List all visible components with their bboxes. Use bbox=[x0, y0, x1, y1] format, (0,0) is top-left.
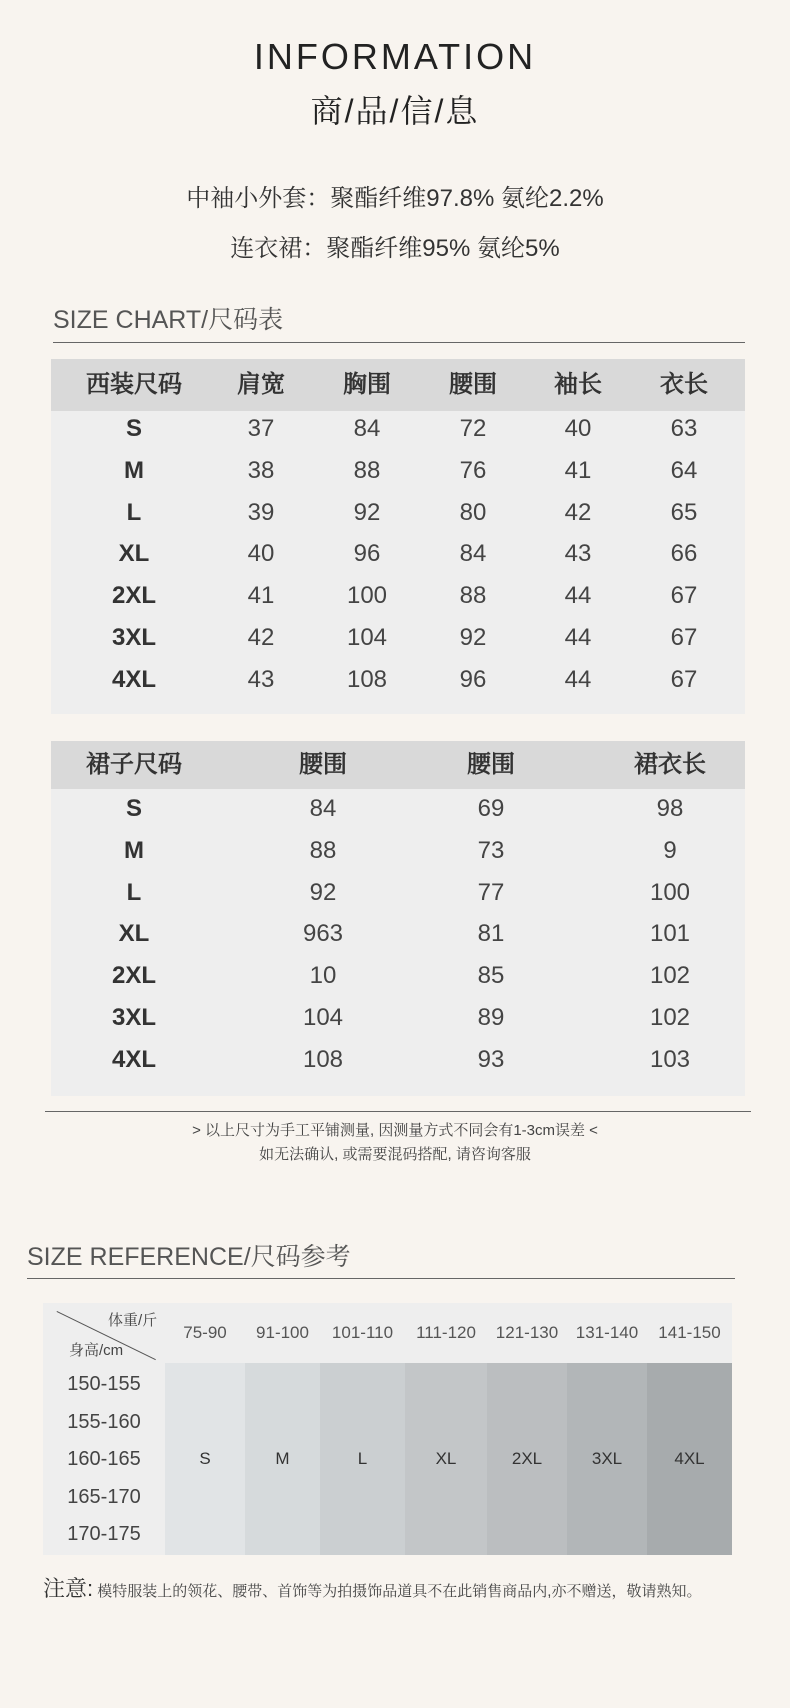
size-column bbox=[165, 1363, 245, 1555]
suit-cell: 64 bbox=[670, 456, 698, 484]
corner-height-label: 身高/cm bbox=[69, 1342, 124, 1359]
height-range-label: 165-170 bbox=[67, 1485, 141, 1508]
size-label: 2XL bbox=[511, 1449, 543, 1468]
skirt-cell: 85 bbox=[477, 962, 505, 990]
suit-cell: 84 bbox=[353, 415, 381, 442]
suit-cell: 38 bbox=[247, 456, 275, 484]
skirt-cell: 10 bbox=[309, 962, 337, 990]
fabric-dress: 连衣裙：聚酯纤维95% 氨纶5% bbox=[230, 235, 560, 262]
skirt-cell: 93 bbox=[477, 1045, 505, 1073]
suit-cell: 44 bbox=[564, 624, 592, 651]
skirt-cell: 69 bbox=[477, 795, 505, 822]
suit-cell: 44 bbox=[564, 582, 592, 610]
weight-range-header: 141-150 bbox=[658, 1323, 721, 1342]
suit-cell: 43 bbox=[247, 665, 275, 693]
suit-cell: 39 bbox=[247, 498, 275, 526]
height-range-label: 170-175 bbox=[67, 1523, 141, 1545]
size-column bbox=[320, 1363, 405, 1555]
size-chart-rule bbox=[53, 342, 745, 343]
skirt-cell: 73 bbox=[477, 836, 505, 864]
suit-cell: 65 bbox=[670, 498, 698, 526]
notes-rule bbox=[45, 1111, 751, 1112]
skirt-cell: 88 bbox=[309, 836, 337, 864]
suit-cell: 67 bbox=[670, 582, 698, 610]
size-label: M bbox=[275, 1449, 290, 1468]
suit-cell: 76 bbox=[459, 456, 487, 484]
size-label: XL bbox=[435, 1449, 457, 1468]
suit-cell: 88 bbox=[353, 456, 381, 484]
height-range-label: 155-160 bbox=[67, 1410, 141, 1433]
skirt-cell: 100 bbox=[649, 878, 691, 906]
footer-notice bbox=[43, 1572, 701, 1603]
size-reference-grid bbox=[43, 1303, 732, 1555]
fabric-jacket: 中袖小外套：聚酯纤维97.8% 氨纶2.2% bbox=[186, 185, 604, 212]
suit-cell: 92 bbox=[459, 624, 487, 651]
size-column bbox=[405, 1363, 487, 1555]
suit-cell: 96 bbox=[459, 665, 487, 693]
suit-cell: 41 bbox=[247, 582, 275, 610]
suit-row-size: M bbox=[124, 456, 144, 484]
suit-header-cell: 西装尺码 bbox=[86, 371, 182, 398]
skirt-header-cell: 腰围 bbox=[467, 751, 515, 778]
weight-range-header: 75-90 bbox=[183, 1323, 227, 1342]
skirt-cell: 102 bbox=[649, 962, 691, 990]
size-label: S bbox=[199, 1449, 211, 1468]
weight-range-header: 111-120 bbox=[416, 1323, 476, 1342]
suit-header-cell: 衣长 bbox=[660, 371, 708, 398]
skirt-row-size: S bbox=[125, 795, 142, 822]
suit-row-size: 3XL bbox=[111, 624, 156, 651]
footer-lead: 注意: bbox=[43, 1576, 94, 1601]
service-note: 如无法确认, 或需要混码搭配, 请咨询客服 bbox=[259, 1146, 531, 1163]
size-column bbox=[567, 1363, 647, 1555]
skirt-cell: 89 bbox=[477, 1004, 505, 1031]
suit-cell: 96 bbox=[353, 540, 381, 568]
suit-row-size: S bbox=[125, 415, 142, 442]
suit-cell: 37 bbox=[247, 415, 275, 442]
suit-cell: 88 bbox=[459, 582, 487, 610]
suit-cell: 67 bbox=[670, 665, 698, 693]
page-title-cn: 商/品/信/息 bbox=[310, 93, 480, 129]
skirt-cell: 9 bbox=[663, 836, 677, 864]
height-range-label: 150-155 bbox=[67, 1373, 141, 1395]
page-title-en: INFORMATION bbox=[253, 36, 537, 77]
suit-cell: 44 bbox=[564, 665, 592, 693]
measurement-note: > 以上尺寸为手工平铺测量, 因测量方式不同会有1-3cm误差 < bbox=[192, 1122, 598, 1139]
size-label: L bbox=[357, 1449, 368, 1468]
suit-size-table bbox=[51, 359, 745, 714]
size-label: 3XL bbox=[591, 1449, 623, 1468]
skirt-cell: 101 bbox=[649, 920, 691, 948]
size-column bbox=[487, 1363, 567, 1555]
weight-range-header: 91-100 bbox=[256, 1323, 309, 1342]
size-reference-rule bbox=[27, 1278, 735, 1279]
skirt-cell: 81 bbox=[477, 920, 505, 948]
weight-range-header: 121-130 bbox=[495, 1323, 559, 1342]
suit-row-size: 4XL bbox=[111, 665, 156, 693]
suit-cell: 72 bbox=[459, 415, 487, 442]
size-chart-heading: SIZE CHART/尺码表 bbox=[53, 306, 284, 334]
suit-header-cell: 腰围 bbox=[449, 371, 497, 398]
skirt-header-cell: 裙子尺码 bbox=[86, 751, 182, 778]
suit-row-size: XL bbox=[118, 540, 150, 568]
suit-cell: 92 bbox=[353, 498, 381, 526]
suit-cell: 40 bbox=[247, 540, 275, 568]
skirt-row-size: 4XL bbox=[111, 1045, 156, 1073]
skirt-size-table bbox=[51, 741, 745, 1096]
weight-range-header: 101-110 bbox=[331, 1323, 394, 1342]
skirt-cell: 104 bbox=[302, 1004, 344, 1031]
weight-range-header: 131-140 bbox=[575, 1323, 639, 1342]
suit-cell: 104 bbox=[346, 624, 388, 651]
suit-header-cell: 胸围 bbox=[343, 371, 391, 398]
skirt-cell: 108 bbox=[302, 1045, 344, 1073]
skirt-cell: 102 bbox=[649, 1004, 691, 1031]
skirt-header-cell: 腰围 bbox=[299, 751, 347, 778]
skirt-cell: 84 bbox=[309, 795, 337, 822]
skirt-header-cell: 裙衣长 bbox=[634, 751, 706, 778]
suit-cell: 80 bbox=[459, 498, 487, 526]
skirt-cell: 92 bbox=[309, 878, 337, 906]
suit-cell: 84 bbox=[459, 540, 487, 568]
suit-cell: 63 bbox=[670, 415, 698, 442]
skirt-row-size: XL bbox=[118, 920, 150, 948]
skirt-cell: 963 bbox=[302, 920, 344, 948]
suit-cell: 108 bbox=[346, 665, 388, 693]
size-reference-heading: SIZE REFERENCE/尺码参考 bbox=[27, 1243, 351, 1271]
skirt-row-size: 2XL bbox=[111, 962, 156, 990]
skirt-row-size: M bbox=[124, 836, 144, 864]
suit-cell: 42 bbox=[564, 498, 592, 526]
skirt-cell: 103 bbox=[649, 1045, 691, 1073]
height-range-label: 160-165 bbox=[67, 1448, 141, 1470]
suit-cell: 66 bbox=[670, 540, 698, 568]
size-column bbox=[245, 1363, 320, 1555]
skirt-row-size: 3XL bbox=[111, 1004, 156, 1031]
suit-header-cell: 肩宽 bbox=[237, 371, 285, 398]
skirt-cell: 77 bbox=[477, 878, 505, 906]
suit-cell: 41 bbox=[564, 456, 592, 484]
corner-weight-label: 体重/斤 bbox=[108, 1312, 158, 1329]
size-column bbox=[647, 1363, 732, 1555]
suit-cell: 40 bbox=[564, 415, 592, 442]
suit-row-size: L bbox=[126, 498, 142, 526]
suit-cell: 67 bbox=[670, 624, 698, 651]
footer-text: 模特服装上的领花、腰带、首饰等为拍摄饰品道具不在此销售商品内,亦不赠送，敬请熟知。 bbox=[93, 1583, 702, 1600]
suit-cell: 100 bbox=[346, 582, 388, 610]
skirt-row-size: L bbox=[126, 878, 142, 906]
suit-header-cell: 袖长 bbox=[554, 371, 602, 398]
size-label: 4XL bbox=[674, 1449, 705, 1468]
skirt-cell: 98 bbox=[656, 795, 684, 822]
suit-cell: 43 bbox=[564, 540, 592, 568]
suit-row-size: 2XL bbox=[111, 582, 156, 610]
suit-cell: 42 bbox=[247, 624, 275, 651]
